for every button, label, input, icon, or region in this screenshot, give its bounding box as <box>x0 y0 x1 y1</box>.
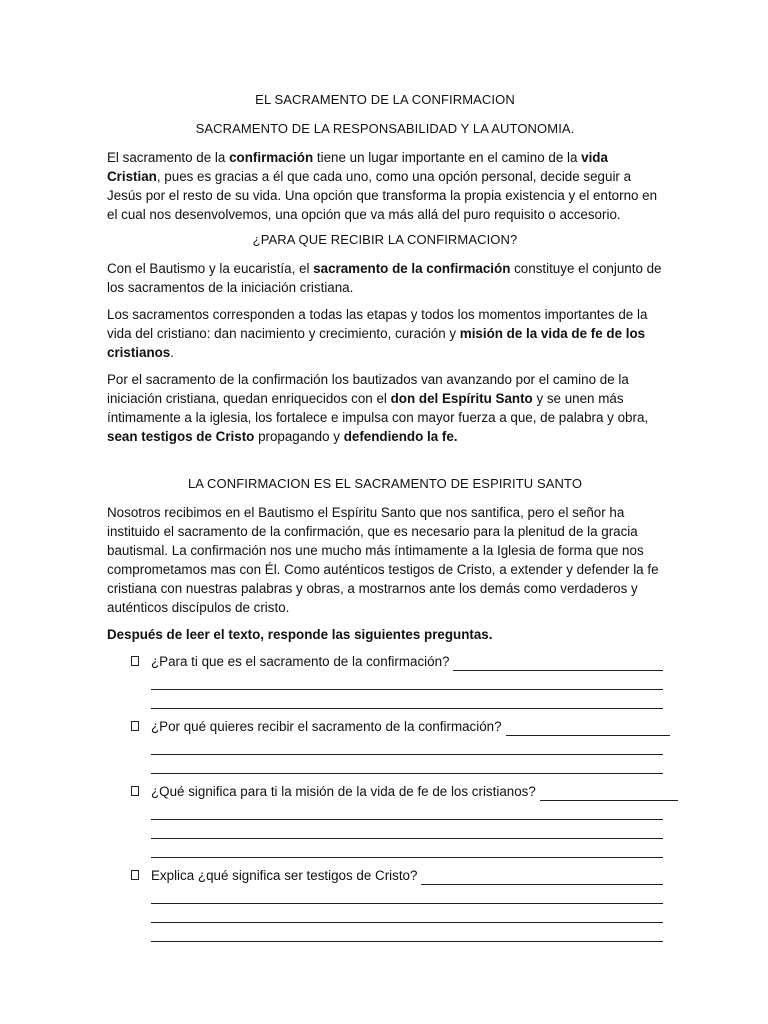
answer-line[interactable] <box>453 657 663 671</box>
answer-line[interactable] <box>151 904 663 923</box>
question-3 <box>107 782 663 858</box>
heading-para-que: ¿PARA QUE RECIBIR LA CONFIRMACION? <box>252 232 518 247</box>
answer-line[interactable] <box>151 923 663 942</box>
question-text: ¿Qué significa para ti la misión de la vida de fe de los cristianos? <box>151 784 536 799</box>
answer-line[interactable] <box>151 839 663 858</box>
answer-line[interactable] <box>151 671 663 690</box>
answer-line[interactable] <box>151 755 663 774</box>
answer-line[interactable] <box>540 787 678 801</box>
document-content <box>107 88 663 942</box>
answer-line[interactable] <box>151 736 663 755</box>
question-1 <box>107 652 663 709</box>
document-subtitle: SACRAMENTO DE LA RESPONSABILIDAD Y LA AUTONOMIA. <box>195 121 575 136</box>
heading-espiritu-santo: LA CONFIRMACION ES EL SACRAMENTO DE ESPIRITU SANTO <box>187 476 583 491</box>
answer-line[interactable] <box>151 885 663 904</box>
question-4 <box>107 866 663 942</box>
checkbox-icon <box>131 656 139 666</box>
paragraph-espiritu: Nosotros recibimos en el Bautismo el Espíritu Santo que nos santifica, pero el señor ha instituido el sacramento de la confirmación, que es necesario para la plenitud de la gracia bautismal. La confirmación nos une mucho más íntimamente a la Iglesia de forma que nos comprometamos mas con Él. Como auténticos testigos de Cristo, a extender y defender la fe cristiana con nuestras palabras y obras, a mostrarnos ante los demás como verdaderos y auténticos discípulos de cristo. <box>107 505 659 615</box>
checkbox-icon <box>131 721 139 731</box>
checkbox-icon <box>131 870 139 880</box>
checkbox-icon <box>131 786 139 796</box>
paragraph-bautismo: Con el Bautismo y la eucaristía, el sacramento de la confirmación constituye el conjunto de los sacramentos de la iniciación cristiana. <box>107 261 662 295</box>
document-title: EL SACRAMENTO DE LA CONFIRMACION <box>255 92 515 107</box>
question-2 <box>107 717 663 774</box>
answer-line[interactable] <box>151 801 663 820</box>
paragraph-sacramentos: Los sacramentos corresponden a todas las etapas y todos los momentos importantes de la vida del cristiano: dan nacimiento y crecimiento, curación y misión de la vida de fe de los cristianos. <box>107 307 648 360</box>
instruction-text: Después de leer el texto, responde las siguientes preguntas. <box>107 627 493 642</box>
paragraph-confirmacion: Por el sacramento de la confirmación los bautizados van avanzando por el camino de la iniciación cristiana, quedan enriquecidos con el don del Espíritu Santo y se unen más íntimamente a la iglesia, los fortalece e impulsa con mayor fuerza a que, de palabra y obra, sean testigos de Cristo propagando y defendiendo la fe. <box>107 372 649 444</box>
question-text: ¿Para ti que es el sacramento de la confirmación? <box>151 654 450 669</box>
answer-line[interactable] <box>506 722 670 736</box>
paragraph-intro: El sacramento de la confirmación tiene un lugar importante en el camino de la vida Cristian, pues es gracias a él que cada uno, como una opción personal, decide seguir a Jesús por el resto de su vida. Una opción que transforma la propia existencia y el entorno en el cual nos desenvolvemos, una opción que va más allá del puro requisito o accesorio. <box>107 150 658 222</box>
answer-line[interactable] <box>151 690 663 709</box>
answer-line[interactable] <box>421 871 663 885</box>
answer-line[interactable] <box>151 820 663 839</box>
question-text: ¿Por qué quieres recibir el sacramento de la confirmación? <box>151 719 502 734</box>
question-text: Explica ¿qué significa ser testigos de Cristo? <box>151 868 418 883</box>
